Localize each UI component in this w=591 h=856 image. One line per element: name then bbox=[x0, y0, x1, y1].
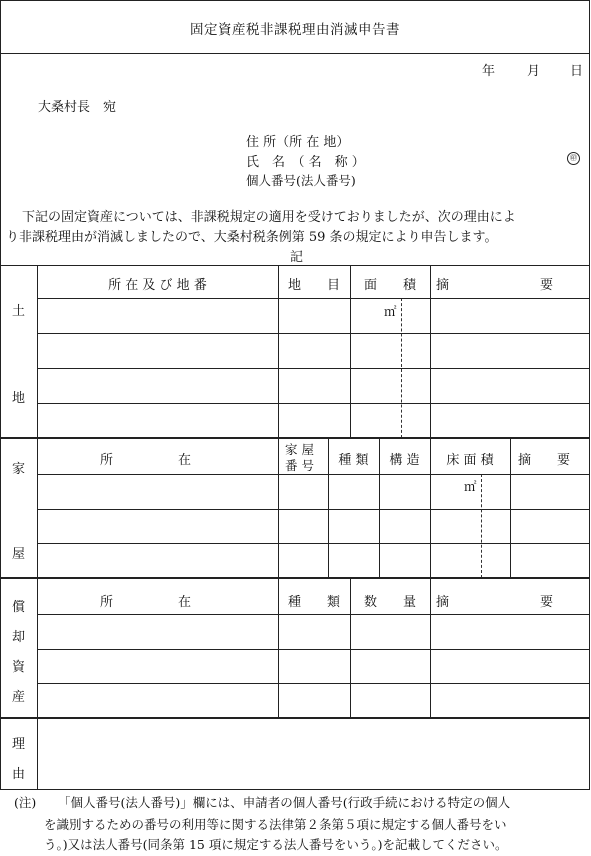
land-row-line bbox=[37, 333, 590, 334]
house-header-location: 所 在 bbox=[100, 453, 192, 468]
assets-header-location: 所 在 bbox=[100, 595, 192, 610]
assets-type-cell[interactable] bbox=[279, 615, 350, 649]
assets-row-line bbox=[37, 649, 590, 650]
assets-quantity-cell[interactable] bbox=[351, 615, 430, 649]
land-top-border bbox=[0, 265, 590, 266]
house-header-structure: 構 造 bbox=[389, 453, 420, 468]
land-remarks-cell[interactable] bbox=[431, 299, 590, 333]
land-category-cell[interactable] bbox=[279, 299, 350, 333]
land-header-area: 面 積 bbox=[363, 278, 416, 293]
date-day-label: 日 bbox=[570, 64, 584, 79]
land-location-cell[interactable] bbox=[38, 299, 278, 333]
date-day-field[interactable] bbox=[535, 58, 569, 76]
house-header-floor-area: 床 面 積 bbox=[446, 453, 494, 468]
house-header-remarks: 摘 要 bbox=[518, 453, 571, 468]
house-row-line bbox=[37, 509, 590, 510]
assets-row-line bbox=[37, 683, 590, 684]
seal-mark: ㊞ bbox=[567, 152, 580, 165]
house-number-cell[interactable] bbox=[279, 475, 328, 509]
land-row-line bbox=[37, 403, 590, 404]
reason-field[interactable] bbox=[38, 719, 590, 789]
house-header-number-2: 番 号 bbox=[285, 458, 314, 473]
land-side-label-2: 地 bbox=[12, 391, 26, 406]
date-month-field[interactable] bbox=[490, 58, 526, 76]
house-remarks-cell[interactable] bbox=[511, 475, 590, 509]
assets-header-remarks: 摘 要 bbox=[436, 595, 554, 610]
house-side-label-2: 屋 bbox=[12, 547, 26, 562]
note-line-1: 「個人番号(法人番号)」欄には、申請者の個人番号(行政手続における特定の個人 bbox=[58, 795, 511, 810]
ki-label: 記 bbox=[290, 250, 304, 265]
reason-side-label-2: 由 bbox=[12, 767, 26, 782]
statement-line-2: り非課税理由が消滅しましたので、大桑村税条例第 59 条の規定により申告します。 bbox=[6, 230, 498, 245]
assets-side-label-4: 産 bbox=[12, 690, 26, 705]
address-field[interactable] bbox=[370, 130, 560, 148]
personal-number-label: 個人番号(法人番号) bbox=[246, 173, 356, 188]
assets-location-cell[interactable] bbox=[38, 615, 278, 649]
land-col-divider-3 bbox=[430, 265, 431, 438]
address-label: 住 所（所 在 地） bbox=[246, 135, 350, 150]
assets-header-quantity: 数 量 bbox=[363, 595, 416, 610]
land-bottom-border bbox=[0, 437, 590, 439]
house-structure-cell[interactable] bbox=[380, 475, 430, 509]
name-label: 氏 名 （ 名 称 ） bbox=[246, 155, 365, 170]
addressee: 大桑村長 宛 bbox=[38, 100, 117, 115]
land-header-location: 所 在 及 び 地 番 bbox=[108, 278, 207, 293]
form-title: 固定資産税非課税理由消滅申告書 bbox=[190, 22, 400, 38]
house-area-unit: ㎡ bbox=[464, 479, 477, 494]
land-area-cell[interactable] bbox=[351, 299, 430, 333]
house-header-type: 種 類 bbox=[338, 453, 369, 468]
statement-line-1: 下記の固定資産については、非課税規定の適用を受けておりましたが、次の理由によ bbox=[22, 210, 516, 225]
note-label: (注) bbox=[14, 795, 37, 810]
assets-remarks-cell[interactable] bbox=[431, 615, 590, 649]
land-side-label-1: 土 bbox=[12, 304, 26, 319]
note-line-3: う。)又は法人番号(同条第 15 項に規定する法人番号をいう。)を記載してください。 bbox=[44, 837, 508, 852]
assets-side-label-3: 資 bbox=[12, 660, 26, 675]
note-line-2: を識別するための番号の利用等に関する法律第２条第５項に規定する個人番号をい bbox=[44, 817, 507, 832]
date-month-label: 月 bbox=[527, 64, 541, 79]
reason-side-label-1: 理 bbox=[12, 737, 26, 752]
date-year-field[interactable] bbox=[440, 58, 480, 76]
personal-number-field[interactable] bbox=[370, 170, 560, 188]
land-header-remarks: 摘 要 bbox=[436, 278, 554, 293]
house-location-cell[interactable] bbox=[38, 475, 278, 509]
house-floor-area-cell[interactable] bbox=[431, 475, 510, 509]
title-divider bbox=[0, 53, 590, 54]
assets-side-label-2: 却 bbox=[12, 630, 26, 645]
house-side-label-1: 家 bbox=[12, 462, 26, 477]
land-row-line bbox=[37, 368, 590, 369]
land-area-unit: ㎡ bbox=[384, 304, 397, 319]
name-field[interactable] bbox=[370, 150, 560, 168]
assets-header-type: 種 類 bbox=[287, 595, 340, 610]
house-header-number-1: 家 屋 bbox=[285, 442, 314, 457]
date-year-label: 年 bbox=[482, 64, 496, 79]
land-header-category: 地 目 bbox=[287, 278, 340, 293]
house-row-line bbox=[37, 543, 590, 544]
assets-side-label-1: 償 bbox=[12, 600, 26, 615]
house-bottom-border bbox=[0, 577, 590, 579]
house-type-cell[interactable] bbox=[329, 475, 379, 509]
